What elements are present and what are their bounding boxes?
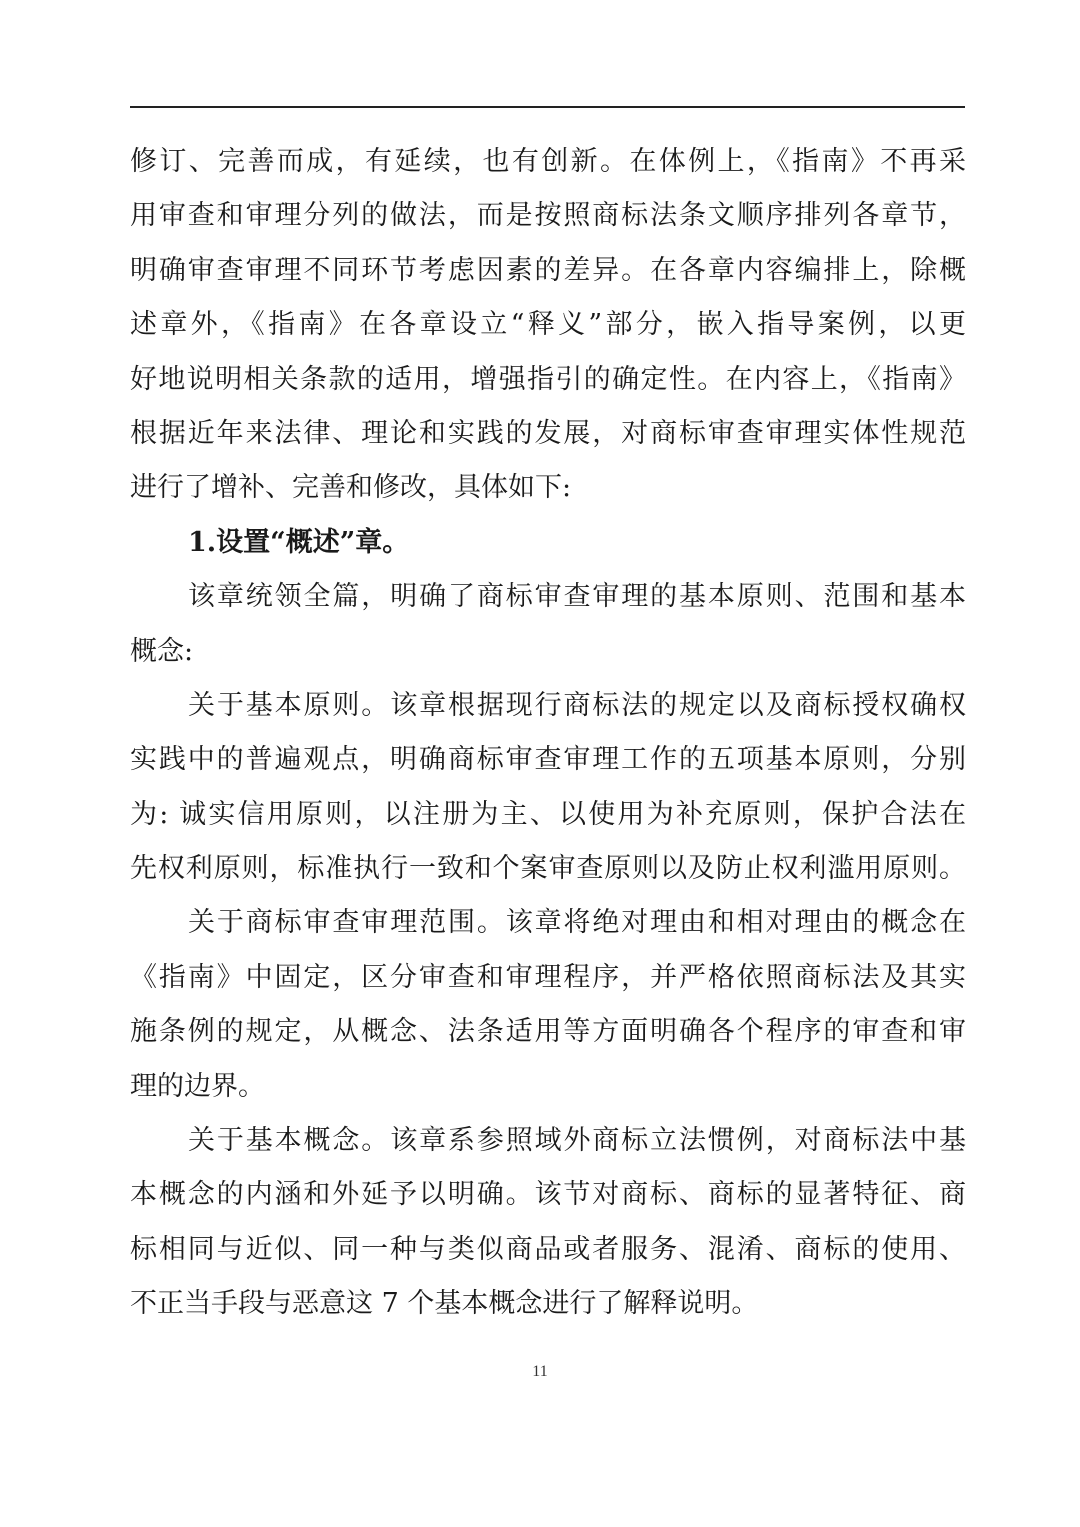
section-heading: 1.设置“概述”章。	[188, 526, 410, 558]
text-line: 关于基本概念。该章系参照域外商标立法惯例，对商标法中基	[188, 1125, 966, 1157]
text-line: 不正当手段与恶意这 7 个基本概念进行了解释说明。	[130, 1288, 759, 1320]
text-line: 关于商标审查审理范围。该章将绝对理由和相对理由的概念在	[188, 907, 966, 939]
text-line: 施条例的规定，从概念、法条适用等方面明确各个程序的审查和审	[130, 1016, 966, 1048]
header-rule	[130, 106, 965, 108]
body-text	[130, 135, 966, 1332]
text-line: 《指南》中固定，区分审查和审理程序，并严格依照商标法及其实	[130, 961, 966, 993]
text-line: 概念:	[130, 635, 194, 667]
text-line: 进行了增补、完善和修改，具体如下:	[130, 472, 572, 504]
text-line: 理的边界。	[130, 1070, 265, 1102]
text-line: 根据近年来法律、理论和实践的发展，对商标审查审理实体性规范	[130, 417, 966, 449]
text-line: 先权利原则，标准执行一致和个案审查原则以及防止权利滥用原则。	[130, 853, 966, 885]
page-number: 11	[532, 1363, 548, 1380]
text-line: 修订、完善而成，有延续，也有创新。在体例上，《指南》不再采	[130, 146, 966, 177]
text-line: 为: 诚实信用原则，以注册为主、以使用为补充原则，保护合法在	[130, 798, 966, 830]
text-line: 该章统领全篇，明确了商标审查审理的基本原则、范围和基本	[188, 581, 966, 613]
text-line: 关于基本原则。该章根据现行商标法的规定以及商标授权确权	[188, 689, 966, 721]
text-line: 明确审查审理不同环节考虑因素的差异。在各章内容编排上，除概	[130, 254, 966, 286]
text-line: 好地说明相关条款的适用，增强指引的确定性。在内容上，《指南》	[130, 363, 966, 395]
text-line: 实践中的普遍观点，明确商标审查审理工作的五项基本原则，分别	[130, 744, 966, 776]
text-line: 述章外，《指南》在各章设立“释义”部分，嵌入指导案例，以更	[130, 309, 966, 341]
text-line: 本概念的内涵和外延予以明确。该节对商标、商标的显著特征、商	[130, 1179, 966, 1211]
text-line: 用审查和审理分列的做法，而是按照商标法条文顺序排列各章节，	[130, 200, 966, 232]
text-line: 标相同与近似、同一种与类似商品或者服务、混淆、商标的使用、	[130, 1233, 966, 1265]
